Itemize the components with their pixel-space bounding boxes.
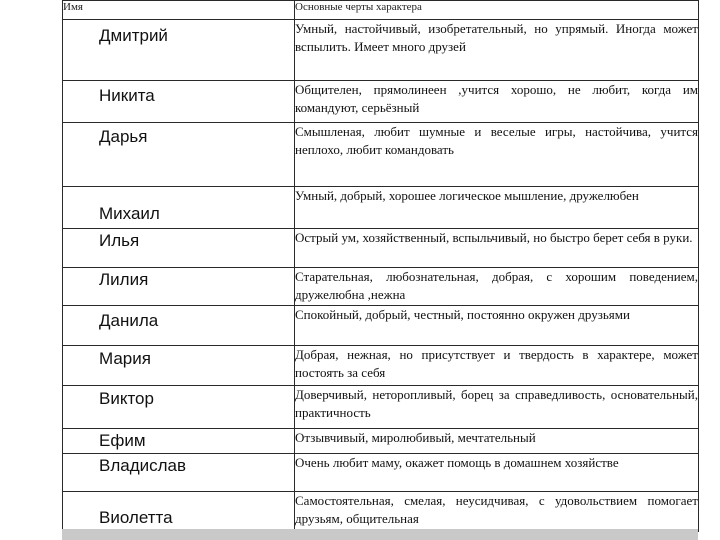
table-row <box>63 306 699 346</box>
name-cell <box>63 346 295 386</box>
table-row <box>63 123 699 187</box>
student-name: Илья <box>99 231 140 250</box>
table-row <box>63 492 699 532</box>
student-name: Дарья <box>99 127 148 146</box>
name-cell <box>63 229 295 268</box>
table-header-row <box>63 1 699 20</box>
student-name: Виктор <box>99 389 154 408</box>
name-cell <box>63 187 295 229</box>
student-name: Данила <box>99 311 159 330</box>
table-row <box>63 454 699 492</box>
traits-cell: Отзывчивый, миролюбивый, мечтательный <box>295 429 699 454</box>
character-traits-table <box>62 0 699 532</box>
table-row <box>63 81 699 123</box>
traits-cell: Общителен, прямолинеен ,учится хорошо, не любит, когда им командуют, серьёзный <box>295 81 699 123</box>
name-cell <box>63 268 295 306</box>
student-name: Михаил <box>99 204 160 223</box>
table-row <box>63 20 699 81</box>
traits-cell: Самостоятельная, смелая, неусидчивая, с удовольствием помогает друзьям, общительная <box>295 492 699 532</box>
table-row <box>63 268 699 306</box>
table-row <box>63 229 699 268</box>
traits-cell: Очень любит маму, окажет помощь в домашнем хозяйстве <box>295 454 699 492</box>
student-name: Виолетта <box>99 508 173 527</box>
table-row <box>63 346 699 386</box>
name-cell <box>63 123 295 187</box>
table-row <box>63 386 699 429</box>
traits-cell: Умный, настойчивый, изобретательный, но упрямый. Иногда может вспылить. Имеет много друзей <box>295 20 699 81</box>
traits-cell: Спокойный, добрый, честный, постоянно окружен друзьями <box>295 306 699 346</box>
table-row <box>63 429 699 454</box>
name-cell <box>63 20 295 81</box>
header-name: Имя <box>63 1 295 20</box>
traits-cell: Умный, добрый, хорошее логическое мышление, дружелюбен <box>295 187 699 229</box>
student-name: Никита <box>99 86 155 105</box>
student-name: Владислав <box>99 456 187 475</box>
traits-cell: Добрая, нежная, но присутствует и твердость в характере, может постоять за себя <box>295 346 699 386</box>
student-name: Ефим <box>99 431 146 450</box>
name-cell <box>63 81 295 123</box>
traits-cell: Старательная, любознательная, добрая, с хорошим поведением, дружелюбна ,нежна <box>295 268 699 306</box>
name-cell <box>63 386 295 429</box>
student-name: Лилия <box>99 270 149 289</box>
header-traits: Основные черты характера <box>295 1 699 20</box>
name-cell <box>63 306 295 346</box>
name-cell <box>63 429 295 454</box>
student-name: Мария <box>99 349 151 368</box>
traits-cell: Смышленая, любит шумные и веселые игры, настойчива, учится неплохо, любит командовать <box>295 123 699 187</box>
page-bottom-strip <box>62 529 698 540</box>
traits-cell: Острый ум, хозяйственный, вспыльчивый, но быстро берет себя в руки. <box>295 229 699 268</box>
table-row <box>63 187 699 229</box>
traits-cell: Доверчивый, неторопливый, борец за справедливость, основательный, практичность <box>295 386 699 429</box>
student-name: Дмитрий <box>99 26 168 45</box>
name-cell <box>63 492 295 532</box>
name-cell <box>63 454 295 492</box>
